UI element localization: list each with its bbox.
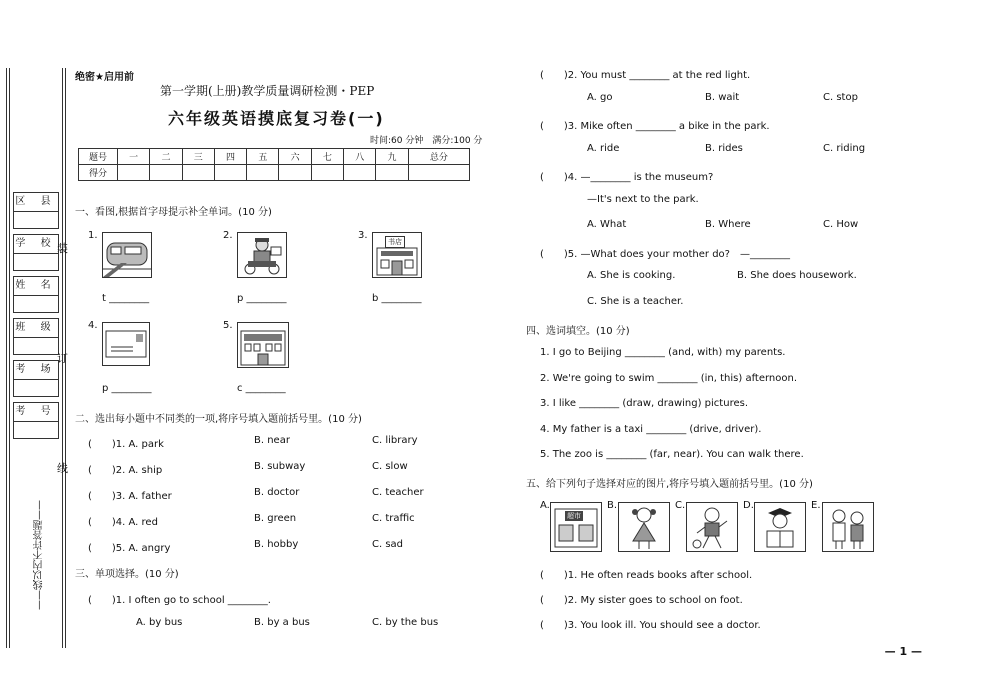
score-cell[interactable] (376, 165, 408, 181)
class-field[interactable]: 班 级 (13, 318, 59, 355)
s2-q5-option-b: B. hobby (254, 539, 299, 550)
score-cell[interactable] (344, 165, 376, 181)
time-score-label: 时间:60 分钟 满分:100 分 (370, 136, 483, 146)
s2-q4-option-b: B. green (254, 513, 297, 524)
s3-q2-option-b: B. wait (705, 92, 740, 103)
s3-q4-option-c: C. How (823, 219, 859, 230)
postcard-icon (102, 322, 150, 366)
score-cell[interactable] (247, 165, 279, 181)
s5-pic-letter: D. (743, 500, 754, 511)
section-1-heading: 一、看图,根据首字母提示补全单词。(10 分) (75, 207, 272, 218)
page-number: — 1 — (884, 645, 922, 658)
bind-char-ding: 订 (57, 352, 68, 365)
s2-q1-option-c: C. library (372, 435, 418, 446)
bind-char-xian: 线 (57, 462, 68, 475)
score-table-cell: 得分 (79, 165, 118, 181)
s1-item-number: 2. (223, 230, 233, 241)
s5-pic-letter: B. (607, 500, 618, 511)
s1-item-number: 4. (88, 320, 98, 331)
score-cell[interactable] (408, 165, 469, 181)
bookstore-sign: 书店 (385, 236, 405, 248)
s3-q1-option-c: C. by the bus (372, 617, 439, 628)
no-answer-note: ——线以内不许答题—— (34, 500, 45, 610)
s2-q4[interactable]: ( )4. A. red (88, 517, 158, 528)
bind-char-zhuang: 装 (57, 242, 68, 255)
s4-q4[interactable]: 4. My father is a taxi ________ (drive, driver). (540, 424, 762, 435)
s3-q3[interactable]: ( )3. Mike often ________ a bike in the park. (540, 121, 770, 132)
section-5-heading: 五、给下列句子选择对应的图片,将序号填入题前括号里。(10 分) (526, 479, 813, 490)
s5-pic-letter: E. (811, 500, 821, 511)
s1-answer-1[interactable]: t ________ (102, 293, 150, 304)
s3-q4-reply: —It's next to the park. (587, 194, 699, 205)
girl-icon (618, 502, 670, 552)
score-table-cell: 九 (376, 149, 408, 165)
supermarket-sign: 超市 (567, 512, 581, 520)
confidential-label: 绝密★启用前 (75, 72, 134, 83)
s2-q2-option-c: C. slow (372, 461, 408, 472)
s2-q3[interactable]: ( )3. A. father (88, 491, 172, 502)
s3-q4-option-b: B. Where (705, 219, 751, 230)
s2-q5-option-c: C. sad (372, 539, 404, 550)
postman-icon (237, 232, 287, 278)
s3-q5-option-b: B. She does housework. (737, 270, 857, 281)
s2-q1[interactable]: ( )1. A. park (88, 439, 164, 450)
s5-q3[interactable]: ( )3. You look ill. You should see a doctor. (540, 620, 761, 631)
s1-answer-3[interactable]: b ________ (372, 293, 422, 304)
score-table-cell: 七 (311, 149, 343, 165)
s3-q5-option-c: C. She is a teacher. (587, 296, 684, 307)
s2-q1-option-b: B. near (254, 435, 290, 446)
score-table-cell: 三 (182, 149, 214, 165)
score-table-cell: 总分 (408, 149, 469, 165)
s4-q2[interactable]: 2. We're going to swim ________ (in, this) afternoon. (540, 373, 798, 384)
s5-q1[interactable]: ( )1. He often reads books after school. (540, 570, 753, 581)
score-table-cell: 题号 (79, 149, 118, 165)
score-table-cell: 一 (118, 149, 150, 165)
score-table-score-row (79, 165, 470, 181)
school-field[interactable]: 学 校 (13, 234, 59, 271)
cinema-icon (237, 322, 289, 368)
s1-item-number: 5. (223, 320, 233, 331)
s4-q5[interactable]: 5. The zoo is ________ (far, near). You can walk there. (540, 449, 804, 460)
s3-q5-option-a: A. She is cooking. (587, 270, 676, 281)
exam-number-field[interactable]: 考 号 (13, 402, 59, 439)
s3-q3-option-c: C. riding (823, 143, 866, 154)
score-cell[interactable] (311, 165, 343, 181)
s3-q2[interactable]: ( )2. You must ________ at the red light. (540, 70, 751, 81)
s2-q3-option-b: B. doctor (254, 487, 300, 498)
s3-q2-option-a: A. go (587, 92, 613, 103)
score-table-cell: 四 (214, 149, 246, 165)
s3-q3-option-a: A. ride (587, 143, 620, 154)
s3-q5[interactable]: ( )5. —What does your mother do? —________ (540, 249, 790, 260)
score-cell[interactable] (182, 165, 214, 181)
doctor-patient-icon (822, 502, 874, 552)
s3-q4[interactable]: ( )4. —________ is the museum? (540, 172, 714, 183)
supermarket-icon (550, 502, 602, 552)
s5-pic-letter: A. (540, 500, 550, 511)
s3-q1[interactable]: ( )1. I often go to school ________. (88, 595, 271, 606)
s5-pic-letter: C. (675, 500, 686, 511)
bookstore-icon (372, 232, 422, 278)
boy-playing-icon (686, 502, 738, 552)
s2-q2-option-b: B. subway (254, 461, 306, 472)
s2-q5[interactable]: ( )5. A. angry (88, 543, 171, 554)
s1-item-number: 3. (358, 230, 368, 241)
score-table-cell: 二 (150, 149, 182, 165)
exam-room-field[interactable]: 考 场 (13, 360, 59, 397)
s3-q2-option-c: C. stop (823, 92, 858, 103)
score-table-cell: 五 (247, 149, 279, 165)
s1-answer-5[interactable]: c ________ (237, 383, 286, 394)
score-cell[interactable] (279, 165, 311, 181)
section-2-heading: 二、选出每小题中不同类的一项,将序号填入题前括号里。(10 分) (75, 414, 362, 425)
district-field[interactable]: 区 县 (13, 192, 59, 229)
score-cell[interactable] (118, 165, 150, 181)
s3-q1-option-b: B. by a bus (254, 617, 310, 628)
score-table (78, 148, 470, 181)
section-4-heading: 四、选词填空。(10 分) (526, 326, 630, 337)
s1-item-number: 1. (88, 230, 98, 241)
s5-q2[interactable]: ( )2. My sister goes to school on foot. (540, 595, 743, 606)
s3-q1-option-a: A. by bus (136, 617, 183, 628)
s2-q4-option-c: C. traffic (372, 513, 415, 524)
s1-answer-2[interactable]: p ________ (237, 293, 287, 304)
s3-q4-option-a: A. What (587, 219, 627, 230)
score-table-header-row (79, 149, 470, 165)
s1-answer-4[interactable]: p ________ (102, 383, 152, 394)
section-3-heading: 三、单项选择。(10 分) (75, 569, 179, 580)
name-field[interactable]: 姓 名 (13, 276, 59, 313)
score-cell[interactable] (214, 165, 246, 181)
s2-q2[interactable]: ( )2. A. ship (88, 465, 163, 476)
score-table-cell: 六 (279, 149, 311, 165)
score-table-cell: 八 (344, 149, 376, 165)
graduate-reading-icon (754, 502, 806, 552)
s4-q3[interactable]: 3. I like ________ (draw, drawing) pictures. (540, 398, 748, 409)
score-cell[interactable] (150, 165, 182, 181)
exam-subtitle: 第一学期(上册)教学质量调研检测・PEP (160, 84, 375, 98)
s2-q3-option-c: C. teacher (372, 487, 424, 498)
page-title: 六年级英语摸底复习卷(一) (168, 109, 385, 128)
train-icon (102, 232, 152, 278)
s4-q1[interactable]: 1. I go to Beijing ________ (and, with) my parents. (540, 347, 786, 358)
s3-q3-option-b: B. rides (705, 143, 743, 154)
